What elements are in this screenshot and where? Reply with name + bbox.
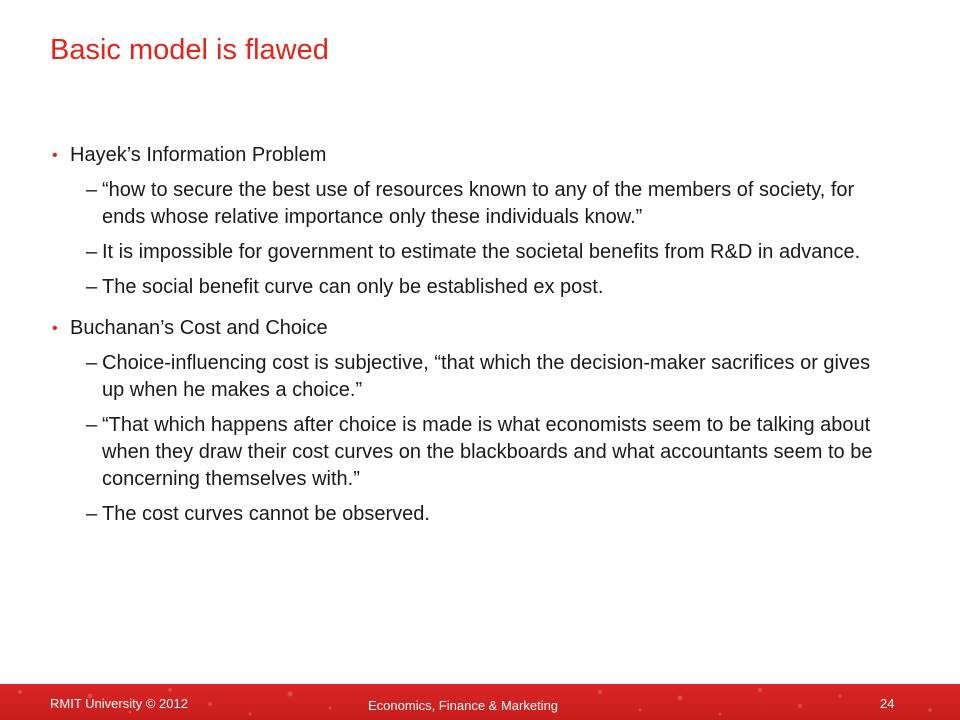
bullet-buchanan bbox=[50, 315, 880, 342]
footer-copyright: RMIT University © 2012 bbox=[50, 696, 188, 711]
dash-icon: – bbox=[86, 179, 98, 201]
sub-point-text: “how to secure the best use of resources known to any of the members of society, for ends whose relative importance only these individuals know.” bbox=[102, 179, 855, 228]
sub-point-text: It is impossible for government to estimate the societal benefits from R&D in advance. bbox=[102, 241, 861, 263]
sub-point-text: The social benefit curve can only be established ex post. bbox=[102, 276, 604, 298]
footer-department: Economics, Finance & Marketing bbox=[368, 698, 559, 713]
sub-point-text: “That which happens after choice is made is what economists seem to be talking about when they draw their cost curves on the blackboards and what accountants seem to be concerning themselves with.” bbox=[102, 414, 873, 490]
dash-icon: – bbox=[86, 503, 98, 525]
bullet-dot-icon: • bbox=[52, 320, 58, 337]
slide-title: Basic model is flawed bbox=[50, 34, 329, 66]
sub-point bbox=[50, 501, 880, 528]
bullet-dot-icon: • bbox=[52, 147, 58, 164]
footer-bar bbox=[0, 684, 960, 720]
dash-icon: – bbox=[86, 352, 98, 374]
sub-point bbox=[50, 412, 880, 493]
sub-point bbox=[50, 350, 880, 404]
page-number: 24 bbox=[880, 696, 895, 711]
sub-point bbox=[50, 177, 880, 231]
bullet-heading: Buchanan’s Cost and Choice bbox=[70, 317, 328, 339]
dash-icon: – bbox=[86, 241, 98, 263]
sub-point-text: The cost curves cannot be observed. bbox=[102, 503, 430, 525]
bullet-hayek bbox=[50, 142, 880, 169]
dash-icon: – bbox=[86, 276, 98, 298]
sub-point bbox=[50, 239, 880, 266]
dash-icon: – bbox=[86, 414, 98, 436]
slide-body bbox=[50, 142, 880, 536]
sub-point-text: Choice-influencing cost is subjective, “that which the decision-maker sacrifices or gives up when he makes a choice.” bbox=[102, 352, 871, 401]
sub-point bbox=[50, 274, 880, 301]
bullet-heading: Hayek’s Information Problem bbox=[70, 144, 327, 166]
